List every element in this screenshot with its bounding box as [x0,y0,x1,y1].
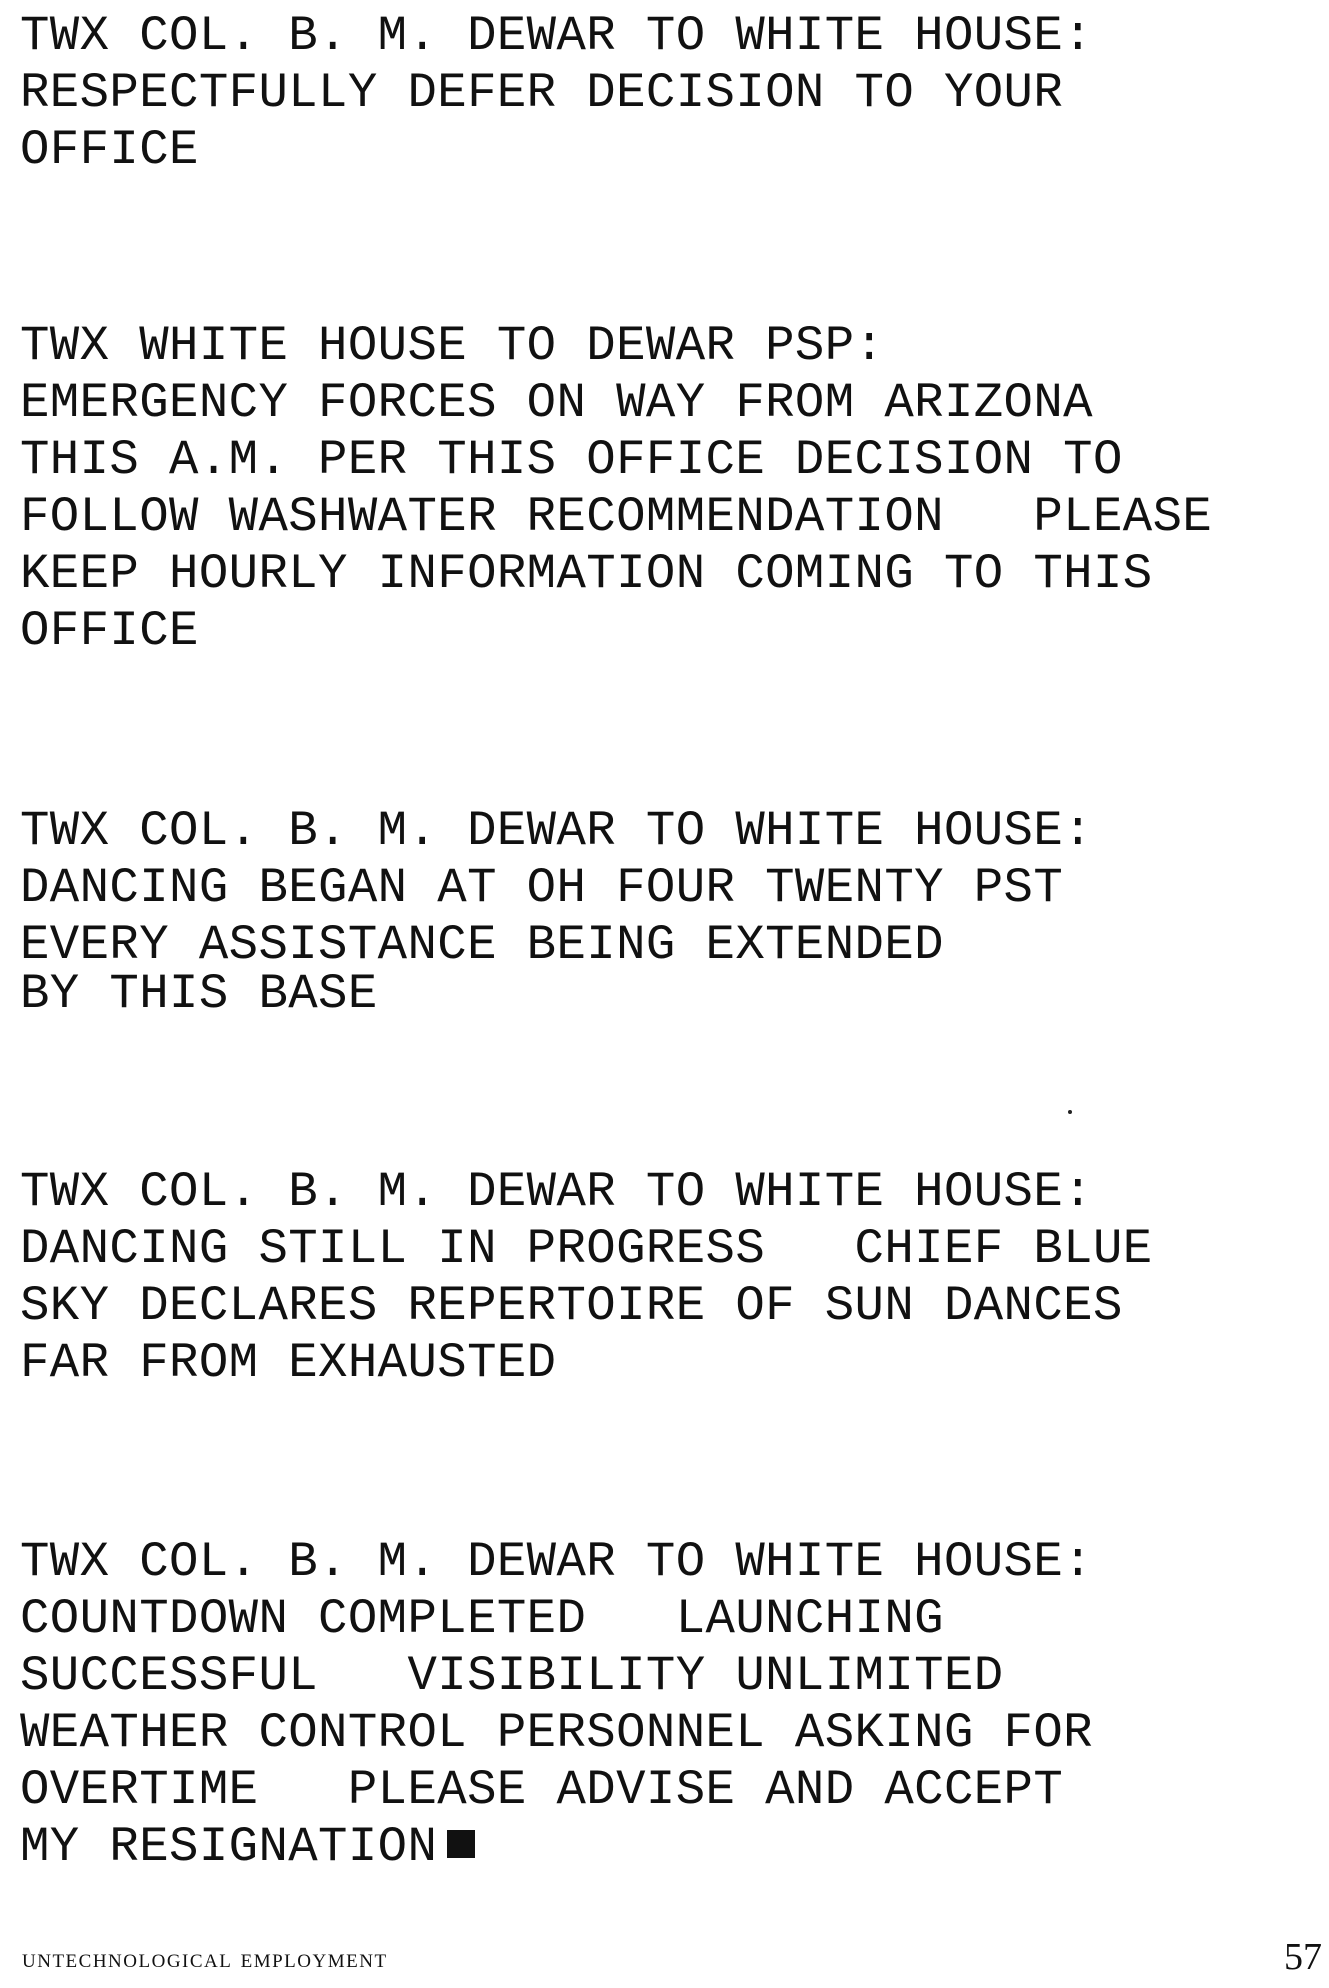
teletype-message-4 [20,1164,1310,1392]
message-4-line-1: TWX COL. B. M. DEWAR TO WHITE HOUSE: [20,1164,1093,1220]
teletype-message-5 [20,1534,1310,1876]
message-4-line-2: DANCING STILL IN PROGRESS CHIEF BLUE [20,1221,1153,1277]
message-5-final-line [20,1819,1310,1876]
message-5-line-2: COUNTDOWN COMPLETED LAUNCHING [20,1591,944,1647]
message-5-line-6: MY RESIGNATION [20,1819,438,1875]
message-3-line-2: DANCING BEGAN AT OH FOUR TWENTY PST [20,860,1064,916]
page-number: 57 [1284,1936,1322,1978]
message-2-line-4: FOLLOW WASHWATER RECOMMENDATION PLEASE [20,489,1213,545]
message-2-line-2: EMERGENCY FORCES ON WAY FROM ARIZONA [20,375,1093,431]
message-2-line-5: KEEP HOURLY INFORMATION COMING TO THIS [20,546,1153,602]
message-3-line-1: TWX COL. B. M. DEWAR TO WHITE HOUSE: [20,803,1093,859]
message-1-line-3: OFFICE [20,122,199,178]
teletype-message-2 [20,318,1310,660]
message-1-line-1: TWX COL. B. M. DEWAR TO WHITE HOUSE: [20,8,1093,64]
message-5-line-1: TWX COL. B. M. DEWAR TO WHITE HOUSE: [20,1534,1093,1590]
message-5-line-3: SUCCESSFUL VISIBILITY UNLIMITED [20,1648,1004,1704]
message-2-line-1: TWX WHITE HOUSE TO DEWAR PSP: [20,318,885,374]
page-footer [22,1935,1322,1985]
teletype-message-3 [20,803,1310,1023]
message-3-line-3: EVERY ASSISTANCE BEING EXTENDED [20,917,944,973]
running-head: untechnological employment [22,1943,388,1973]
message-5-line-4: WEATHER CONTROL PERSONNEL ASKING FOR [20,1705,1093,1761]
message-2-line-3: THIS A.M. PER THIS OFFICE DECISION TO [20,432,1123,488]
teletype-message-1 [20,8,1310,179]
message-2-line-6: OFFICE [20,603,199,659]
print-speck [1068,1110,1072,1114]
message-5-line-5: OVERTIME PLEASE ADVISE AND ACCEPT [20,1762,1064,1818]
message-1-line-2: RESPECTFULLY DEFER DECISION TO YOUR [20,65,1064,121]
end-of-story-square-icon [447,1830,475,1858]
message-3-line-4: BY THIS BASE [20,966,378,1022]
message-4-line-3: SKY DECLARES REPERTOIRE OF SUN DANCES [20,1278,1123,1334]
message-4-line-4: FAR FROM EXHAUSTED [20,1335,557,1391]
